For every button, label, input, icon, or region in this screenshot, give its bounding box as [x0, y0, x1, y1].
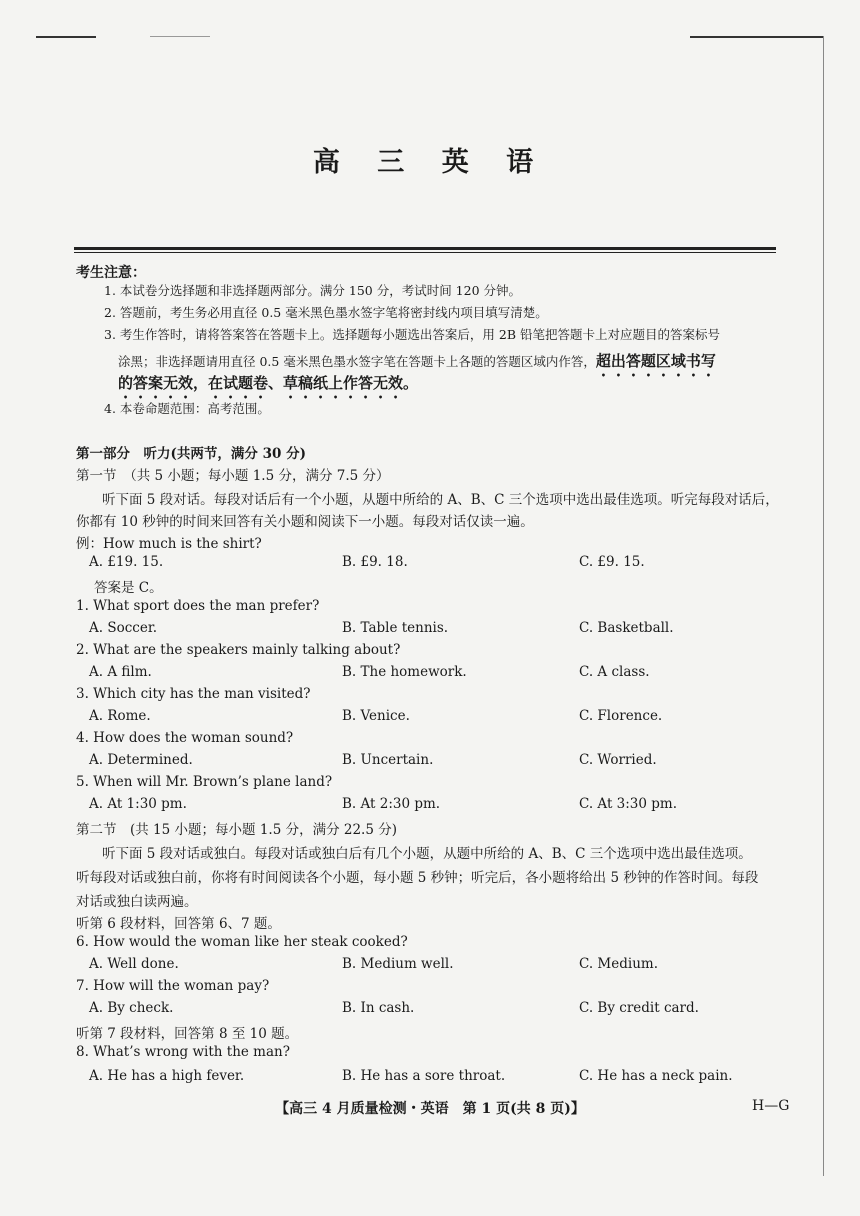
notice-item-1: 1. 本试卷分选择题和非选择题两部分。满分 150 分，考试时间 120 分钟。 — [104, 283, 522, 298]
option-b: B. At 2:30 pm. — [342, 796, 441, 812]
notice-item-4: 4. 本卷命题范围：高考范围。 — [104, 401, 270, 416]
section1-heading: 第一节 （共 5 小题；每小题 1.5 分，满分 7.5 分） — [76, 468, 390, 484]
option-c: C. By credit card. — [579, 1000, 699, 1016]
example-option-a: A. £19. 15. — [89, 554, 164, 570]
example-option-b: B. £9. 18. — [342, 554, 408, 570]
option-a: A. He has a high fever. — [89, 1068, 245, 1084]
section2-instructions-3: 对话或独白读两遍。 — [76, 894, 198, 910]
option-a: A. Rome. — [89, 708, 151, 724]
notice-item-2: 2. 答题前，考生务必用直径 0.5 毫米黑色墨水签字笔将密封线内项目填写清楚。 — [104, 305, 548, 320]
example-question: 例：How much is the shirt? — [76, 536, 262, 552]
part1-heading: 第一部分 听力(共两节，满分 30 分) — [76, 446, 306, 462]
divider-rule — [74, 247, 776, 250]
scan-edge-line — [150, 36, 210, 37]
question: 1. What sport does the man prefer? — [76, 598, 320, 614]
section2-instructions-2: 听每段对话或独白前，你将有时间阅读各个小题，每小题 5 秒钟；听完后，各小题将给出 5 秒钟的作答时间。每段 — [76, 870, 759, 886]
option-b: B. He has a sore throat. — [342, 1068, 506, 1084]
notice-item-3-emphasis-2: 的答案无效，在试题卷、草稿纸上作答无效。 — [118, 374, 419, 392]
section2-instructions: 听下面 5 段对话或独白。每段对话或独白后有几个小题，从题中所给的 A、B、C 三个选项中选出最佳选项。 — [102, 846, 752, 862]
question: 3. Which city has the man visited? — [76, 686, 311, 702]
option-b: B. Table tennis. — [342, 620, 449, 636]
option-c: C. A class. — [579, 664, 650, 680]
option-c: C. At 3:30 pm. — [579, 796, 678, 812]
option-b: B. Venice. — [342, 708, 410, 724]
section2-heading: 第二节 (共 15 小题；每小题 1.5 分，满分 22.5 分) — [76, 822, 397, 838]
question: 5. When will Mr. Brown’s plane land? — [76, 774, 333, 790]
page-footer: 【高三 4 月质量检测・英语 第 1 页(共 8 页)】 — [275, 1101, 585, 1117]
question: 2. What are the speakers mainly talking about? — [76, 642, 401, 658]
option-b: B. The homework. — [342, 664, 467, 680]
option-c: C. Medium. — [579, 956, 658, 972]
question: 4. How does the woman sound? — [76, 730, 294, 746]
section1-instructions-2: 你都有 10 秒钟的时间来回答有关小题和阅读下一小题。每段对话仅读一遍。 — [76, 514, 534, 530]
question: 7. How will the woman pay? — [76, 978, 270, 994]
paper-code: H—G — [752, 1098, 790, 1114]
question: 8. What’s wrong with the man? — [76, 1044, 290, 1060]
notice-item-3-plain: 涂黑；非选择题请用直径 0.5 毫米黑色墨水签字笔在答题卡上各题的答题区域内作答， — [118, 354, 596, 369]
material-heading: 听第 6 段材料，回答第 6、7 题。 — [76, 916, 281, 932]
option-c: C. Basketball. — [579, 620, 674, 636]
option-c: C. Worried. — [579, 752, 657, 768]
option-b: B. In cash. — [342, 1000, 415, 1016]
scan-edge-line — [36, 36, 96, 38]
option-a: A. Well done. — [89, 956, 179, 972]
scan-edge-line — [690, 36, 824, 38]
option-c: C. Florence. — [579, 708, 663, 724]
material-heading: 听第 7 段材料，回答第 8 至 10 题。 — [76, 1026, 299, 1042]
scan-edge-line — [823, 36, 824, 1176]
option-a: A. Determined. — [89, 752, 193, 768]
option-a: A. Soccer. — [89, 620, 158, 636]
question: 6. How would the woman like her steak cooked? — [76, 934, 408, 950]
notice-heading: 考生注意： — [76, 265, 146, 281]
example-answer: 答案是 C。 — [94, 580, 163, 596]
option-a: A. By check. — [89, 1000, 174, 1016]
notice-item-3-line3 — [118, 374, 798, 402]
option-b: B. Uncertain. — [342, 752, 434, 768]
page-title: 高 三 英 语 — [312, 147, 548, 178]
notice-item-3: 3. 考生作答时，请将答案答在答题卡上。选择题每小题选出答案后，用 2B 铅笔把答题卡上对应题目的答案标号 — [104, 327, 720, 342]
section1-instructions: 听下面 5 段对话。每段对话后有一个小题，从题中所给的 A、B、C 三个选项中选出最佳选项。听完每段对话后， — [102, 492, 779, 508]
option-c: C. He has a neck pain. — [579, 1068, 733, 1084]
example-option-c: C. £9. 15. — [579, 554, 645, 570]
divider-rule — [74, 252, 776, 253]
notice-item-3-emphasis: 超出答题区域书写 — [595, 352, 716, 370]
option-a: A. At 1:30 pm. — [89, 796, 187, 812]
option-a: A. A film. — [89, 664, 152, 680]
option-b: B. Medium well. — [342, 956, 454, 972]
